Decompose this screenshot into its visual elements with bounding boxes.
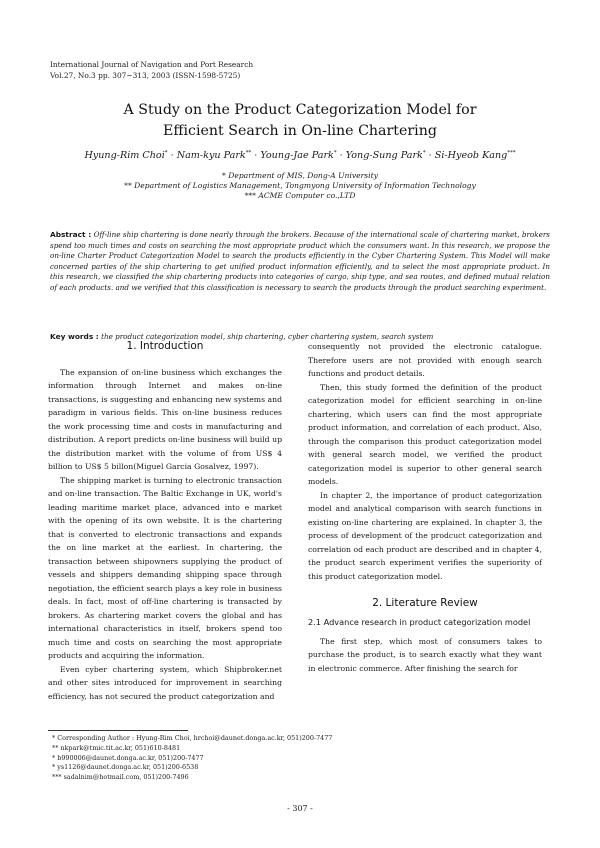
author-name: Hyung-Rim Choi xyxy=(84,150,165,161)
footnote: * ys1126@daunet.donga.ac.kr, 051)200-6538 xyxy=(52,763,199,772)
footnote: * b990006@daunet.donga.ac.kr, 051)200-7477 xyxy=(52,753,204,762)
paragraph: consequently not provided the electronic catalogue. Therefore users are not provided with enough search functions and product details. xyxy=(308,342,542,378)
abstract-text: Off-line ship chartering is done nearly through the brokers. Because of the international scale of chartering market, brokers spend too much times and costs on searching the most appropriate product which the consumers want. In this research, we propose the on-line Charter Product Categorization Model to search the products efficiently in the Cyber Chartering System. This Model will make concerned parties of the ship chartering to get unified product information efficiently, and to select the most appropriate product. In this research, we classified the ship chartering products into categories of cargo, ship type, and sea routes, and defined mutual relation of each products. and we verified that this classification is necessary to search the products through the product searching experiment. xyxy=(50,230,550,292)
paragraph: Even cyber chartering system, which Shipbroker.net and other sites introduced for improvement in searching efficiency, has not secured the product categorization and xyxy=(48,664,282,701)
author-name: Young-Jae Park xyxy=(260,150,334,161)
keywords-label: Key words : xyxy=(50,332,99,341)
author-mark: ** xyxy=(245,150,252,156)
section-heading: 1. Introduction xyxy=(126,340,204,352)
footnote: *** sadalnim@hotmail.com, 051)200-7496 xyxy=(52,773,189,782)
journal-volume: Vol.27, No.3 pp. 307~313, 2003 (ISSN-1598-5725) xyxy=(50,70,241,80)
paper-title-line-2: Efficient Search in On-line Chartering xyxy=(163,123,437,139)
footnote: ** nkpark@tmic.tit.ac.kr, 051)610-8481 xyxy=(52,743,181,752)
section-heading: 2. Literature Review xyxy=(372,597,478,609)
author-mark: * xyxy=(333,150,337,156)
paragraph: Then, this study formed the definition of the product categorization model for efficient searching in on-line chartering, which users can find the most appropriate product information, and correlation of each product. Also, through the comparison this product categorization model with general search model, we verified the product categorization model is superior to other general search models. xyxy=(308,382,542,486)
author-list: Hyung-Rim Choi* · Nam-kyu Park** · Young-Jae Park* · Yong-Sung Park* · Si-Hyeob Kang*** xyxy=(84,150,516,161)
author-mark: * xyxy=(422,150,426,156)
author-mark: *** xyxy=(507,150,516,156)
subsection-heading: 2.1 Advance research in product categorization model xyxy=(308,616,531,627)
author-name: Yong-Sung Park xyxy=(345,150,423,161)
affiliation: ** Department of Logistics Management, Tongmyong University of Information Technology xyxy=(124,181,476,190)
footnote: * Corresponding Author : Hyung-Rim Choi, hrchoi@daunet.donga.ac.kr, 051)200-7477 xyxy=(52,734,333,742)
paragraph: The expansion of on-line business which exchanges the information through Internet and makes on-line transactions, is suggesting and enhancing new systems and paradigm in various fields. This on-line business reduces the work processing time and costs in manufacturing and distribution. A report predicts on-line business will build up the distribution market with the volume of from US$ 4 billion to US$ 5 billon(Miguel Garcia Gosalvez, 1997). xyxy=(48,367,282,471)
affiliation: *** ACME Computer co.,LTD xyxy=(244,191,356,200)
abstract xyxy=(50,230,550,293)
paper-title-line-1: A Study on the Product Categorization Model for xyxy=(123,102,477,118)
abstract-label: Abstract : xyxy=(50,230,92,239)
author-mark: * xyxy=(164,150,168,156)
keywords-text: the product categorization model, ship chartering, cyber chartering system, search system xyxy=(101,332,434,341)
affiliation: * Department of MIS, Dong-A University xyxy=(222,171,378,180)
author-name: Si-Hyeob Kang xyxy=(434,150,508,161)
left-column xyxy=(48,340,282,703)
journal-name: International Journal of Navigation and Port Research xyxy=(50,60,254,69)
author-name: Nam-kyu Park xyxy=(176,150,246,161)
footnotes xyxy=(52,734,332,783)
right-column xyxy=(308,340,542,675)
footnote-rule xyxy=(48,730,188,731)
paragraph: The first step, which most of consumers takes to purchase the product, is to search exactly what they want in electronic commerce. After finishing the search for xyxy=(308,636,542,673)
journal-header xyxy=(50,60,253,81)
paragraph: In chapter 2, the importance of product categorization model and analytical comparison with search functions in existing on-line chartering are explained. In chapter 3, the process of development of the prodcuct categorization and correlation od each product are described and in chapter 4, the product search experiment verifies the superiority of this product categorization model. xyxy=(308,490,542,581)
paragraph: The shipping market is turning to electronic transaction and on-line transaction. The Baltic Exchange in UK, world's leading maritime market place, advanced into e market with the opening of its own website. It is the chartering that is converted to electronic transactions and expands the on line market at the earliest. In chartering, the transaction between shipowners supplying the product of vessels and shippers demanding shipping space through negotiation, the efficient search plays a key role in business deals. In fact, most of off-line chartering is transacted by brokers. As chartering market covers the global and has international characteristics in itself, brokers spend too much time and costs on searching the most appropriate products and acquiring the information. xyxy=(48,475,282,660)
page-number: - 307 - xyxy=(287,804,313,813)
